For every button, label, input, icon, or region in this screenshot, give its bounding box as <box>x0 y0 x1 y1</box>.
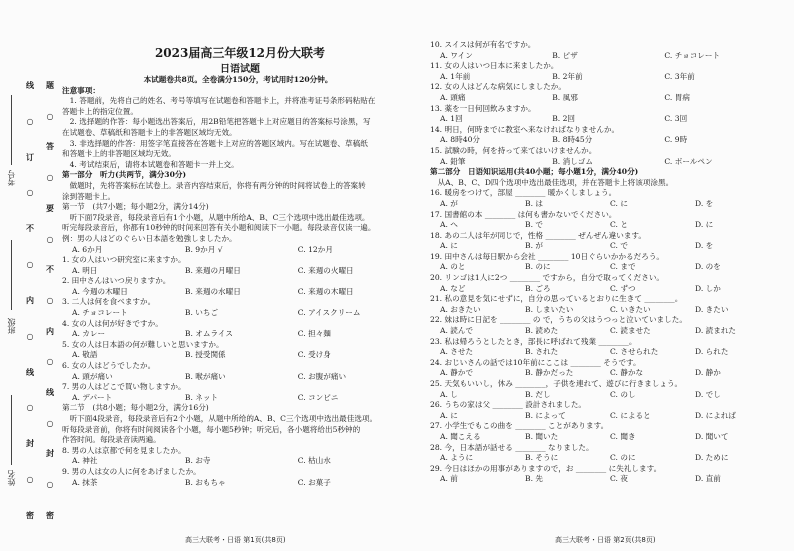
text-line: 2. 选择题的作答：每小题选出答案后，用2B铅笔把答题卡上对应题目的答案标号涂黑，写 <box>62 117 371 127</box>
answer-option: A. 鉛筆 <box>440 156 466 166</box>
answer-options <box>430 453 780 464</box>
id-field-label: 考号 <box>7 170 16 186</box>
footer-left: 高三大联考・日语 第1页(共8页) <box>185 536 286 544</box>
answer-option: A. 聞こえる <box>440 431 481 441</box>
answer-options <box>430 135 780 146</box>
text-line: 20. リンゴは1人に2つ ________ ですから，自分で取ってください。 <box>430 273 665 283</box>
answer-option: A. ように <box>440 453 474 463</box>
exam-subtitle: 日语试题 <box>220 64 260 75</box>
answer-option: A. おきたい <box>440 304 481 314</box>
answer-options <box>62 329 414 340</box>
answer-option: B. 2年前 <box>552 71 583 81</box>
seal-char: 要 <box>46 202 54 213</box>
answer-options <box>62 393 414 404</box>
seal-char: ○ <box>26 187 34 198</box>
answer-option: A. 1回 <box>440 114 463 124</box>
seal-char: 内 <box>46 325 54 336</box>
answer-option: C. 夜 <box>610 474 628 484</box>
answer-option: D. ために <box>695 453 729 463</box>
answer-option: C. 胃病 <box>664 92 690 102</box>
seal-char: ○ <box>26 115 34 126</box>
text-line: 做题时，先将答案标在试卷上。录音内容结束后，你将有两分钟的时间将试卷上的答案转 <box>62 180 366 190</box>
answer-options <box>430 432 780 443</box>
text-line: 听完每段录音后，你都有10秒钟的时间来回答有关小题和阅读下一小题。每段录音仅读一遍。 <box>62 223 376 233</box>
answer-option: A. カレー <box>72 329 106 339</box>
answer-option: A. デパート <box>72 392 113 402</box>
seal-char: 线 <box>46 387 54 398</box>
answer-option: C. 受け身 <box>297 350 331 360</box>
seal-line-outer <box>42 80 58 520</box>
seal-char: ○ <box>26 402 34 413</box>
text-line: 26. うちの家は父 ________ 設計されました。 <box>430 400 587 410</box>
answer-option: B. 来週の月曜日 <box>184 265 241 275</box>
answer-option: B. 来週の水曜日 <box>184 286 241 296</box>
answer-options <box>430 411 780 422</box>
text-line: 10. スイスは何が有名ですか。 <box>430 40 536 49</box>
answer-option: D. を <box>695 241 714 251</box>
answer-option: C. まで <box>610 262 636 272</box>
seal-char: 密 <box>26 509 34 520</box>
answer-option: C. 読ませた <box>610 326 651 336</box>
answer-option: B. された <box>525 347 559 357</box>
exam-info: 本试题卷共8页。全卷满分150分，考试用时120分钟。 <box>143 75 333 84</box>
text-line: 听下面7段录音，每段录音后有1个小题，从题中所给A、B、C三个选项中选出最佳选项。 <box>62 212 370 222</box>
text-line: 从A、B、C、D四个选项中选出最佳选项，并在答题卡上将该项涂黑。 <box>430 177 674 187</box>
answer-option: A. し <box>440 389 458 399</box>
seal-char: 封 <box>26 438 34 449</box>
answer-option: B. 2回 <box>552 114 576 124</box>
seal-char: ○ <box>46 294 54 305</box>
answer-option: A. 明日 <box>72 265 98 275</box>
text-line: 3. 二人は何を食べますか。 <box>62 297 156 307</box>
answer-options <box>62 478 414 489</box>
text-line: 21. 私の意見を気にせずに，自分の思っているとおりに生きて ________。 <box>430 294 683 304</box>
answer-option: D. きたい <box>695 304 729 314</box>
answer-options <box>430 326 780 337</box>
answer-option: A. 頭が痛い <box>72 371 113 381</box>
seal-char: ○ <box>26 474 34 485</box>
text-line: 25. 天気もいいし，休み ________，子供を連れて、遊びに行きましょう。 <box>430 379 683 388</box>
seal-char: 订 <box>26 151 34 162</box>
answer-option: B. は <box>525 198 544 208</box>
text-line: 例：男の人はどのぐらい日本語を勉強しましたか。 <box>62 233 237 243</box>
answer-option: A. に <box>440 241 458 251</box>
answer-options <box>430 262 780 273</box>
answer-option: D. しか <box>695 283 721 293</box>
seal-char: 线 <box>26 366 34 377</box>
answer-option: D. られた <box>695 347 729 357</box>
text-line: 27. 小学生でもこの曲を ________ ことがあります。 <box>430 421 609 431</box>
text-line: 第二部分 日语知识运用(共40小题；每小题1分，满分40分) <box>430 167 639 177</box>
answer-options <box>430 51 780 62</box>
text-line: 注意事项： <box>62 85 100 95</box>
text-line: 听下面4段录音，每段录音后有2个小题，从题中所给的A、B、C三个选项中选出最佳选项。 <box>62 414 378 423</box>
text-line: 听每段录音前，你将有时间阅读各个小题，每小题5秒钟；听完后，各小题将给出5秒钟的 <box>62 424 361 434</box>
answer-option: A. 頭痛 <box>440 92 466 102</box>
answer-option: D. に <box>695 220 714 230</box>
answer-option: C. 来週の木曜日 <box>297 286 354 296</box>
answer-option: C. 3年前 <box>664 71 695 81</box>
answer-option: A. させた <box>440 347 474 357</box>
answer-option: B. のに <box>525 262 551 272</box>
answer-option: A. 神社 <box>72 456 98 466</box>
text-line: 答题卡上的指定位置。 <box>62 106 138 116</box>
answer-options <box>62 372 414 383</box>
answer-option: B. によって <box>525 410 566 420</box>
seal-char: 密 <box>46 509 54 520</box>
answer-options <box>62 245 414 256</box>
answer-options <box>430 284 780 295</box>
text-line: 作答时间。每段录音读两遍。 <box>62 435 161 445</box>
answer-options <box>430 347 780 358</box>
answer-option: B. 先 <box>525 474 544 484</box>
answer-options <box>430 305 780 316</box>
answer-option: C. 枯山水 <box>297 456 331 466</box>
answer-option: D. のを <box>695 262 721 272</box>
right-question-list <box>430 40 780 485</box>
answer-option: A. 今週の木曜日 <box>72 286 128 296</box>
answer-option: D. でし <box>695 389 721 399</box>
seal-char: 题 <box>46 80 54 90</box>
text-line: 24. おじいさんの話では10年前にここは ________ そうです。 <box>430 357 641 367</box>
left-question-list <box>62 86 414 489</box>
answer-option: A. 1年前 <box>440 71 471 81</box>
seal-char: ○ <box>26 330 34 341</box>
answer-option: C. 9時 <box>664 135 688 145</box>
answer-options <box>62 456 414 467</box>
text-line: 17. 国書館の本 ________ は何も書かないでください。 <box>430 209 617 219</box>
answer-option: C. 聞き <box>610 431 636 441</box>
text-line: 4. 考试结束后，请将本试题卷和答题卡一并上交。 <box>62 159 239 169</box>
text-line: 在试题卷、草稿纸和答题卡上的非答题区域均无效。 <box>62 127 237 137</box>
answer-option: C. ずつ <box>610 283 636 293</box>
answer-option: A. 前 <box>440 474 458 484</box>
footer-right: 高三大联考・日语 第2页(共8页) <box>555 536 656 544</box>
seal-char: 不 <box>26 223 34 234</box>
text-line: 2. 田中さんはいつ戻りますか。 <box>62 276 171 286</box>
seal-char: 答 <box>46 141 54 152</box>
left-column <box>62 75 414 488</box>
answer-option: B. ピザ <box>552 50 578 60</box>
seal-char: ○ <box>46 417 54 428</box>
answer-option: B. ごろ <box>525 283 551 293</box>
seal-char: 不 <box>46 264 54 275</box>
answer-option: B. 喉が痛い <box>184 371 226 381</box>
answer-option: A. へ <box>440 220 458 230</box>
answer-option: B. オムライス <box>184 329 233 339</box>
answer-option: C. と <box>610 220 628 230</box>
answer-option: B. ネット <box>184 392 219 402</box>
seal-char: ○ <box>26 259 34 270</box>
class-field-line <box>11 240 12 310</box>
answer-option: B. しまいたい <box>525 304 574 314</box>
text-line: 9. 男の人は女の人に何をあげましたか。 <box>62 466 201 476</box>
answer-option: D. を <box>695 198 714 208</box>
text-line: 4. 女の人は何が好きですか。 <box>62 318 163 328</box>
answer-option: A. のと <box>440 262 466 272</box>
answer-option: C. のし <box>610 389 636 399</box>
answer-option: A. 敬語 <box>72 350 98 360</box>
text-line: 22. 妹は時に日記を ________ の で，うちの父はうつっと泣いていました。 <box>430 315 687 325</box>
answer-options <box>430 157 780 168</box>
answer-options <box>430 72 780 83</box>
text-line: 1. 答题前，先将自己的姓名、考号等填写在试题卷和答题卡上，并将准考证号条形码粘贴在 <box>62 96 376 106</box>
answer-option: C. コンビニ <box>297 392 339 402</box>
text-line: 涂到答题卡上。 <box>62 191 116 201</box>
text-line: 13. 薬を一日何回飲みますか。 <box>430 103 536 113</box>
answer-option: A. ワイン <box>440 50 473 60</box>
answer-options <box>62 308 414 319</box>
answer-options <box>62 266 414 277</box>
text-line: 第二节 (共8小题；每小题2分，满分16分) <box>62 403 209 413</box>
text-line: 11. 女の人はいつ日本に来ましたか。 <box>430 61 559 71</box>
answer-options <box>430 241 780 252</box>
answer-option: D. 直前 <box>695 474 721 484</box>
seal-line-inner <box>22 80 38 520</box>
answer-options <box>430 93 780 104</box>
answer-option: A. チョコレート <box>72 308 128 318</box>
text-line: 8. 男の人は京都で何を見ましたか。 <box>62 445 186 455</box>
answer-option: C. 3回 <box>664 114 688 124</box>
answer-option: A. が <box>440 198 458 208</box>
text-line: 18. あの二人は年が同じで，性格 ________ ぜんぜん違います。 <box>430 230 646 240</box>
answer-option: A. 抹茶 <box>72 477 98 487</box>
answer-option: B. 読めた <box>525 326 559 336</box>
answer-option: B. 静かだった <box>525 368 574 378</box>
answer-option: A. など <box>440 283 466 293</box>
seal-char: 封 <box>46 448 54 459</box>
text-line: 6. 女の人はどうでしたか。 <box>62 361 156 371</box>
answer-option: B. 聞いた <box>525 431 559 441</box>
answer-option: B. が <box>525 241 544 251</box>
answer-option: B. そうに <box>525 453 559 463</box>
seal-char: ○ <box>46 233 54 244</box>
text-line: 15. 試験の時，何を持って来てはいけませんか。 <box>430 145 597 155</box>
answer-option: B. 風邪 <box>552 92 578 102</box>
answer-options <box>430 390 780 401</box>
seal-char: 内 <box>26 294 34 305</box>
seal-char: ○ <box>46 356 54 367</box>
answer-option: C. させられた <box>610 347 659 357</box>
answer-option: C. 来週の火曜日 <box>297 265 354 275</box>
answer-option: A. 8時40分 <box>440 135 480 145</box>
answer-option: D. 聞いて <box>695 431 729 441</box>
seal-char: ○ <box>46 479 54 490</box>
answer-option: D. 読まれた <box>695 326 737 336</box>
binding-margin <box>0 0 68 551</box>
answer-option: C. 静かな <box>610 368 644 378</box>
answer-option: A. 6か月 <box>72 244 103 254</box>
answer-options <box>62 287 414 298</box>
answer-option: B. 8時45分 <box>552 135 593 145</box>
class-field-label: 班级 <box>7 318 16 334</box>
answer-option: C. 担々麺 <box>297 329 331 339</box>
name-field-label: 姓名 <box>7 470 16 486</box>
answer-option: C. お菓子 <box>297 477 331 487</box>
answer-option: B. 授受関係 <box>184 350 226 360</box>
answer-options <box>430 368 780 379</box>
answer-option: C. いきたい <box>610 304 651 314</box>
answer-option: C. アイスクリーム <box>297 308 361 318</box>
answer-option: C. ボールペン <box>664 156 713 166</box>
id-field-line <box>11 95 12 165</box>
text-line: 第一节 (共7小题；每小题2分，满分14分) <box>62 202 209 212</box>
seal-char: 线 <box>26 80 34 90</box>
answer-option: A. 静かで <box>440 368 474 378</box>
text-line: 和答题卡上的非答题区域均无效。 <box>62 149 176 159</box>
answer-option: C. に <box>610 198 628 208</box>
seal-char: ○ <box>46 172 54 183</box>
text-line: 29. 今日はほかの用事がありますので，お ________ に失礼します。 <box>430 463 662 473</box>
answer-option: B. いちご <box>184 308 219 318</box>
text-line: 23. 私は帰ろうとしたとき，部長に呼ばれて残業 ________。 <box>430 336 637 346</box>
answer-option: A. 読んで <box>440 326 474 336</box>
seal-char: ○ <box>46 110 54 121</box>
text-line: 14. 明日，何時までに教室へ来なければなりませんか。 <box>430 124 620 134</box>
answer-option: B. お寺 <box>184 456 211 466</box>
answer-option: B. 消しゴム <box>552 156 593 166</box>
answer-option: C. のに <box>610 453 636 463</box>
answer-options <box>430 199 780 210</box>
answer-options <box>430 220 780 231</box>
text-line: 3. 非选择题的作答：用签字笔直接答在答题卡上对应的答题区域内。写在试题卷、草稿纸 <box>62 138 368 148</box>
text-line: 第一部分 听力(共两节，满分30分) <box>62 170 187 180</box>
answer-options <box>430 474 780 485</box>
answer-option: B. おもちゃ <box>184 477 226 487</box>
text-line: 19. 田中さんは毎日駅から会社 ________ 10日ぐらいかかるだろう。 <box>430 251 665 261</box>
answer-option: C. お腹が痛い <box>297 371 347 381</box>
answer-options <box>62 350 414 361</box>
answer-option: D. 静か <box>695 368 721 378</box>
exam-title: 2023届高三年级12月份大联考 <box>154 46 326 60</box>
text-line: 28. 今，日本語が話せる ________ なりました。 <box>430 442 594 452</box>
answer-option: B. 9か月 √ <box>184 244 223 254</box>
answer-option: C. で <box>610 241 628 251</box>
text-line: 16. 暖房をつけて，部屋 ________ 暖かくしましょう。 <box>430 188 617 198</box>
name-field-line <box>11 395 12 465</box>
text-line: 12. 女の人はどんな病気にしましたか。 <box>430 82 566 92</box>
text-line: 5. 女の人は日本語の何が難しいと思いますか。 <box>62 339 224 349</box>
answer-option: B. で <box>525 220 544 230</box>
answer-option: A. に <box>440 410 458 420</box>
text-line: 1. 女の人はいつ研究室に来ますか。 <box>62 255 186 265</box>
answer-option: D. によれば <box>695 410 737 420</box>
answer-option: C. 12か月 <box>297 244 333 254</box>
answer-options <box>430 114 780 125</box>
text-line: 7. 男の人はどこで買い物しますか。 <box>62 382 186 392</box>
answer-option: B. だし <box>525 389 551 399</box>
answer-option: C. チョコレート <box>664 50 721 60</box>
right-column <box>430 40 780 485</box>
answer-option: C. によると <box>610 410 651 420</box>
